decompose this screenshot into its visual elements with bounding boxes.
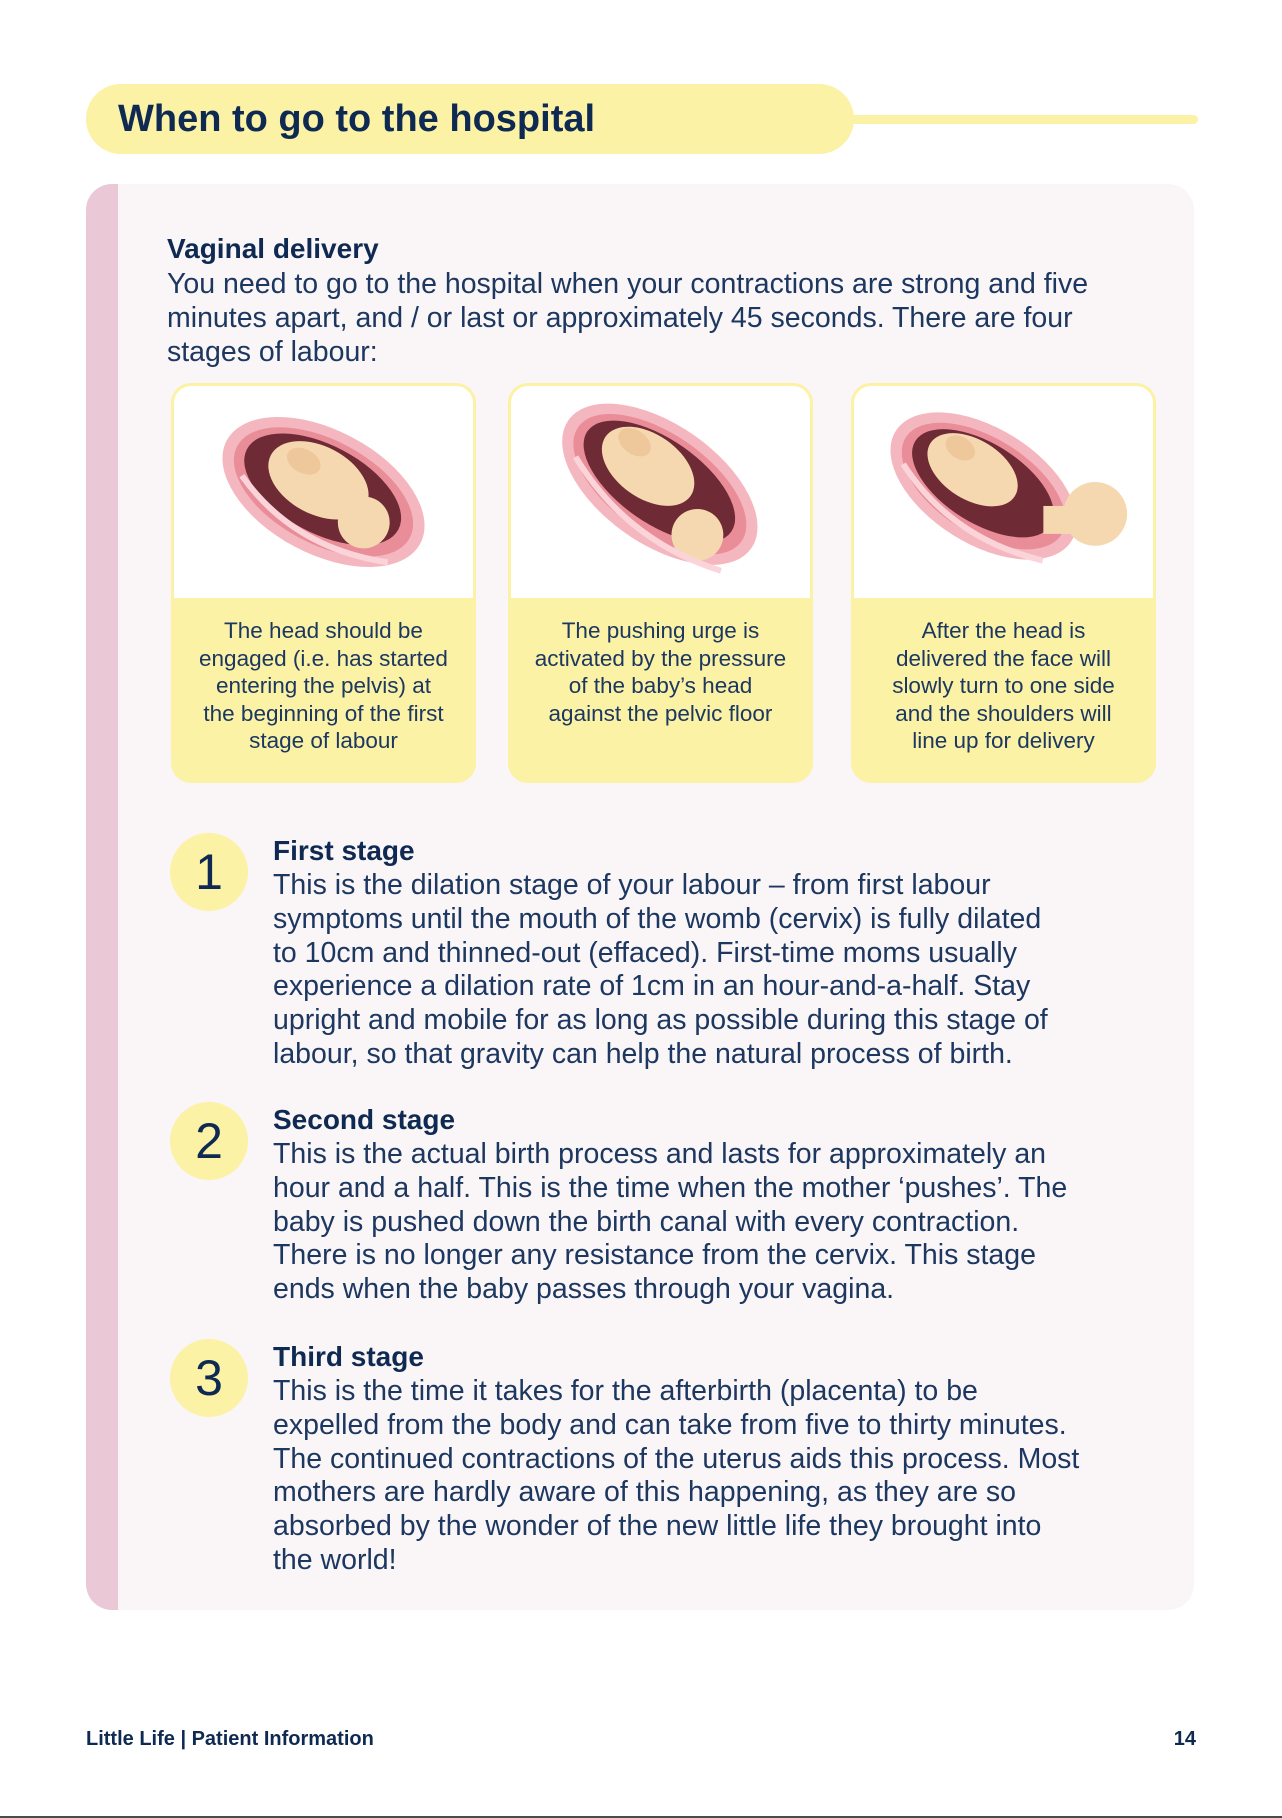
stage-1-text: This is the dilation stage of your labour – from first labour symptoms until the mouth of the womb (cervix) is fully dilated to 10cm and thinned-out (effaced). First-time moms usually experience a dilation rate of 1cm in an hour-and-a-half. Stay upright and mobile for as long as possible during this stage of labour, so that gravity can help the natural process of birth.	[273, 869, 1048, 1070]
stage-3-title: Third stage	[273, 1341, 424, 1372]
section-intro: You need to go to the hospital when your contractions are strong and five minutes apart, and / or last or approximately 45 seconds. There are four stages of labour:	[167, 268, 1089, 368]
stage-1-title: First stage	[273, 835, 415, 866]
illustration-caption: The pushing urge is activated by the pressure of the baby’s head against the pelvic floor	[534, 618, 787, 726]
illustration-card-2	[508, 383, 813, 783]
stage-3-text: This is the time it takes for the afterbirth (placenta) to be expelled from the body and can take from five to thirty minutes. The continued contractions of the uterus aids this process. Most mothers are hardly aware of this happening, as they are so absorbed by the wonder of the new little life they brought into the world!	[273, 1375, 1080, 1576]
footer-publication: Little Life | Patient Information	[86, 1728, 374, 1750]
fetus-descending-illustration	[511, 386, 810, 598]
fetus-engaged-illustration	[174, 386, 473, 598]
illustration-card-3	[851, 383, 1156, 783]
illustration-caption: After the head is delivered the face will slowly turn to one side and the shoulders will line up for delivery	[892, 618, 1115, 753]
page-number: 14	[1173, 1728, 1196, 1750]
illustration-caption: The head should be engaged (i.e. has started entering the pelvis) at the beginning of the first stage of labour	[199, 618, 448, 753]
stage-3-badge: 3	[170, 1339, 248, 1417]
stage-2-badge: 2	[170, 1102, 248, 1180]
fetus-head-delivered-illustration	[854, 386, 1153, 598]
page-title: When to go to the hospital	[118, 98, 596, 140]
card-accent-stripe	[86, 184, 118, 1610]
illustration-card-1	[171, 383, 476, 783]
title-rule	[840, 115, 1198, 124]
stage-2-text: This is the actual birth process and lasts for approximately an hour and a half. This is the time when the mother ‘pushes’. The baby is pushed down the birth canal with every contraction. There is no longer any resistance from the cervix. This stage ends when the baby passes through your vagina.	[273, 1138, 1068, 1306]
section-heading: Vaginal delivery	[167, 233, 379, 264]
stage-1-badge: 1	[170, 833, 248, 911]
stage-2-title: Second stage	[273, 1104, 456, 1135]
